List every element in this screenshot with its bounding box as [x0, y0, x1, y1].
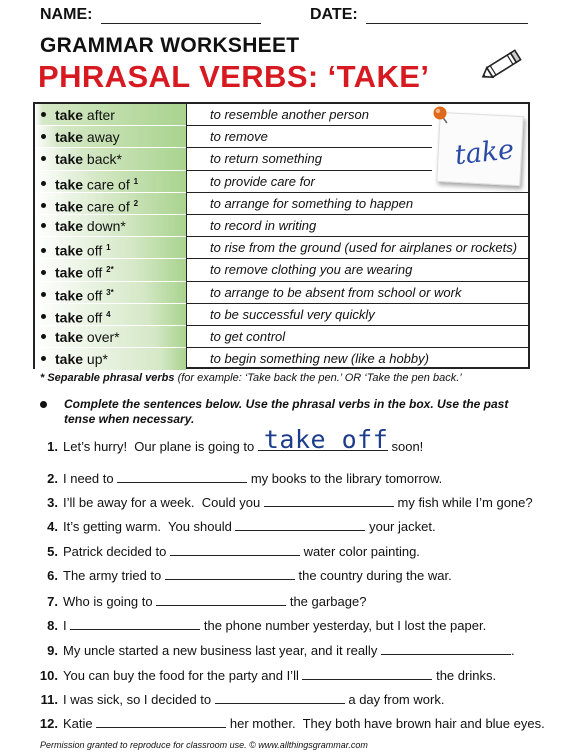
sentence-text-after: .	[510, 643, 515, 658]
sentence-text-before: The army tried to	[63, 568, 165, 583]
definition-row: to arrange for something to happen	[187, 193, 528, 215]
answer-blank[interactable]	[165, 567, 295, 580]
pencil-icon	[478, 48, 524, 84]
sticky-note	[432, 104, 528, 188]
name-label: NAME:	[40, 6, 93, 23]
sentence-text-after: a day from work.	[344, 692, 445, 707]
sentence-number: 4.	[47, 519, 58, 534]
sentence-text-after: the garbage?	[286, 594, 367, 609]
sentence-row	[36, 518, 436, 534]
name-line[interactable]	[101, 9, 261, 24]
sentence-text-after: water color painting.	[299, 544, 420, 559]
sentence-row	[36, 425, 424, 454]
sentence-row	[36, 715, 545, 731]
verb-row	[35, 304, 186, 326]
verb-particle: back*	[86, 151, 122, 168]
verb-row	[35, 348, 186, 370]
name-field[interactable]	[40, 6, 261, 24]
sentence-text-before: Who is going to	[63, 594, 157, 609]
instructions	[40, 397, 520, 427]
verb-word: take	[55, 129, 84, 146]
sentence-number: 1.	[47, 439, 58, 454]
sentence-text-after: the country during the war.	[294, 568, 452, 583]
sentence-row	[36, 543, 420, 559]
date-field[interactable]	[310, 6, 528, 24]
verb-row	[35, 237, 186, 259]
definition-row: to get control	[187, 326, 528, 348]
verb-row	[35, 259, 186, 281]
sentence-text-before: It’s getting warm. You should	[63, 519, 236, 534]
sentence-text-before: Patrick decided to	[63, 544, 170, 559]
definition-row: to begin something new (like a hobby)	[210, 351, 429, 367]
verb-row	[35, 326, 186, 348]
sense-marker: 3*	[106, 287, 114, 297]
sense-marker: 1	[106, 243, 111, 253]
verb-particle: after	[86, 107, 115, 123]
bullet-dot	[41, 112, 46, 117]
verb-word: take	[55, 287, 84, 304]
verb-word: take	[55, 151, 84, 168]
sentence-number: 5.	[47, 544, 58, 559]
verb-particle: up*	[86, 351, 108, 368]
sense-marker: 2*	[106, 265, 114, 275]
bullet-dot	[41, 314, 46, 319]
answer-blank[interactable]	[70, 617, 200, 630]
pushpin-icon	[432, 104, 454, 126]
sentence-text-before: I need to	[63, 471, 118, 486]
sentence-row	[36, 567, 452, 583]
verb-word: take	[55, 264, 84, 281]
sentence-row	[36, 494, 533, 510]
sentence-text-after: her mother. They both have brown hair and blue eyes.	[226, 716, 545, 731]
definition-row: to rise from the ground (used for airplanes or rockets)	[187, 237, 528, 259]
verb-particle: down*	[86, 217, 126, 234]
sentence-number: 7.	[47, 594, 58, 609]
verb-word: take	[55, 198, 84, 215]
answer-blank[interactable]	[235, 518, 365, 531]
bullet-dot	[41, 134, 46, 139]
sentence-number: 3.	[47, 495, 58, 510]
verb-word: take	[55, 217, 84, 234]
answer-blank[interactable]	[96, 715, 226, 728]
answer-blank[interactable]	[170, 543, 300, 556]
bullet-dot	[41, 248, 46, 253]
verb-particle: over*	[86, 328, 120, 345]
definition-row: to remove clothing you are wearing	[187, 259, 528, 281]
handwritten-answer: take off	[263, 425, 389, 454]
sentence-text-after: soon!	[387, 439, 424, 454]
bullet-dot	[41, 203, 46, 208]
verb-word: take	[55, 328, 84, 345]
verb-particle: care of	[86, 176, 130, 193]
sentence-text-after: the drinks.	[432, 668, 497, 683]
sentence-number: 12.	[39, 716, 58, 731]
sentence-text-before: I was sick, so I decided to	[63, 692, 215, 707]
sentence-text-before: You can buy the food for the party and I’ll	[63, 668, 303, 683]
answer-blank[interactable]	[215, 691, 345, 704]
answer-blank[interactable]	[156, 593, 286, 606]
sentence-text-after: my books to the library tomorrow.	[247, 471, 443, 486]
separable-note	[40, 372, 462, 384]
sentence-row	[36, 642, 515, 658]
bullet-dot	[41, 156, 46, 161]
definition-row: to return something	[187, 148, 432, 170]
sentence-row	[36, 667, 496, 683]
sentence-row	[36, 691, 444, 707]
bullet-dot	[41, 181, 46, 186]
definition-row: to be successful very quickly	[187, 304, 528, 326]
verb-row	[35, 148, 186, 170]
sentence-text-after: your jacket.	[365, 519, 436, 534]
sentence-number: 9.	[47, 643, 58, 658]
instruction-bullet	[40, 401, 47, 408]
verb-row	[35, 171, 186, 193]
verb-word: take	[55, 176, 84, 193]
verb-particle: care of	[86, 198, 130, 215]
answer-blank[interactable]	[381, 642, 511, 655]
sentence-number: 10.	[39, 668, 58, 683]
sentence-row	[36, 470, 442, 486]
sentence-text-before: I’ll be away for a week. Could you	[63, 495, 264, 510]
sentence-text-before: I	[63, 618, 71, 633]
answer-blank[interactable]	[302, 667, 432, 680]
sentence-row	[36, 593, 366, 609]
definition-row: to provide care for	[187, 171, 528, 193]
definition-row: to record in writing	[187, 215, 528, 237]
sentence-text-after: the phone number yesterday, but I lost the paper.	[200, 618, 487, 633]
verb-particle: off	[86, 309, 103, 326]
separable-note-label: * Separable phrasal verbs	[40, 372, 175, 384]
sentence-text-before: My uncle started a new business last year, and it really	[63, 643, 381, 658]
sense-marker: 2	[133, 198, 139, 208]
sentence-number: 11.	[40, 692, 58, 707]
sentence-row	[36, 617, 486, 633]
verb-row	[35, 282, 186, 304]
verb-particle: off	[86, 242, 103, 259]
answer-blank[interactable]	[117, 470, 247, 483]
answer-blank[interactable]	[258, 425, 389, 454]
verb-word: take	[55, 107, 84, 123]
answer-blank[interactable]	[264, 494, 394, 507]
bullet-dot	[41, 270, 46, 275]
verb-particle: off	[86, 264, 103, 281]
verb-row	[35, 126, 186, 148]
definition-row: to arrange to be absent from school or work	[187, 282, 528, 304]
sticky-note-word: take	[453, 134, 516, 172]
worksheet-subtitle: PHRASAL VERBS: ‘TAKE’	[38, 59, 430, 94]
date-line[interactable]	[366, 9, 528, 24]
sentence-text-before: Katie	[63, 716, 97, 731]
definition-row: to remove	[187, 126, 432, 148]
verb-particle: off	[86, 287, 103, 304]
verb-word: take	[55, 351, 84, 368]
sentence-number: 8.	[47, 618, 58, 633]
sentence-text-after: my fish while I’m gone?	[393, 495, 533, 510]
verb-particle: away	[86, 129, 120, 146]
definition-row: to resemble another person	[187, 104, 432, 126]
sense-marker: 1	[133, 176, 139, 186]
date-label: DATE:	[310, 6, 358, 23]
instruction-text: Complete the sentences below. Use the phrasal verbs in the box. Use the past tense when necessary.	[64, 397, 509, 426]
verb-column	[35, 104, 187, 367]
verb-row	[35, 215, 186, 237]
worksheet-title: GRAMMAR WORKSHEET	[40, 34, 300, 57]
worksheet-header	[40, 6, 534, 28]
verb-row	[35, 104, 186, 126]
verb-word: take	[55, 242, 84, 259]
bullet-dot	[41, 356, 46, 361]
sentence-number: 2.	[47, 471, 58, 486]
copyright-footer: Permission granted to reproduce for classroom use. © www.allthingsgrammar.com	[40, 740, 368, 750]
bullet-dot	[41, 334, 46, 339]
sentence-text-before: Let’s hurry! Our plane is going to	[63, 439, 258, 454]
bullet-dot	[41, 292, 46, 297]
sense-marker: 4	[106, 309, 111, 319]
verb-word: take	[55, 309, 84, 326]
separable-note-text: (for example: ‘Take back the pen.’ OR ‘Take the pen back.’	[174, 372, 462, 384]
bullet-dot	[41, 223, 46, 228]
sentence-number: 6.	[47, 568, 58, 583]
verb-row	[35, 193, 186, 215]
